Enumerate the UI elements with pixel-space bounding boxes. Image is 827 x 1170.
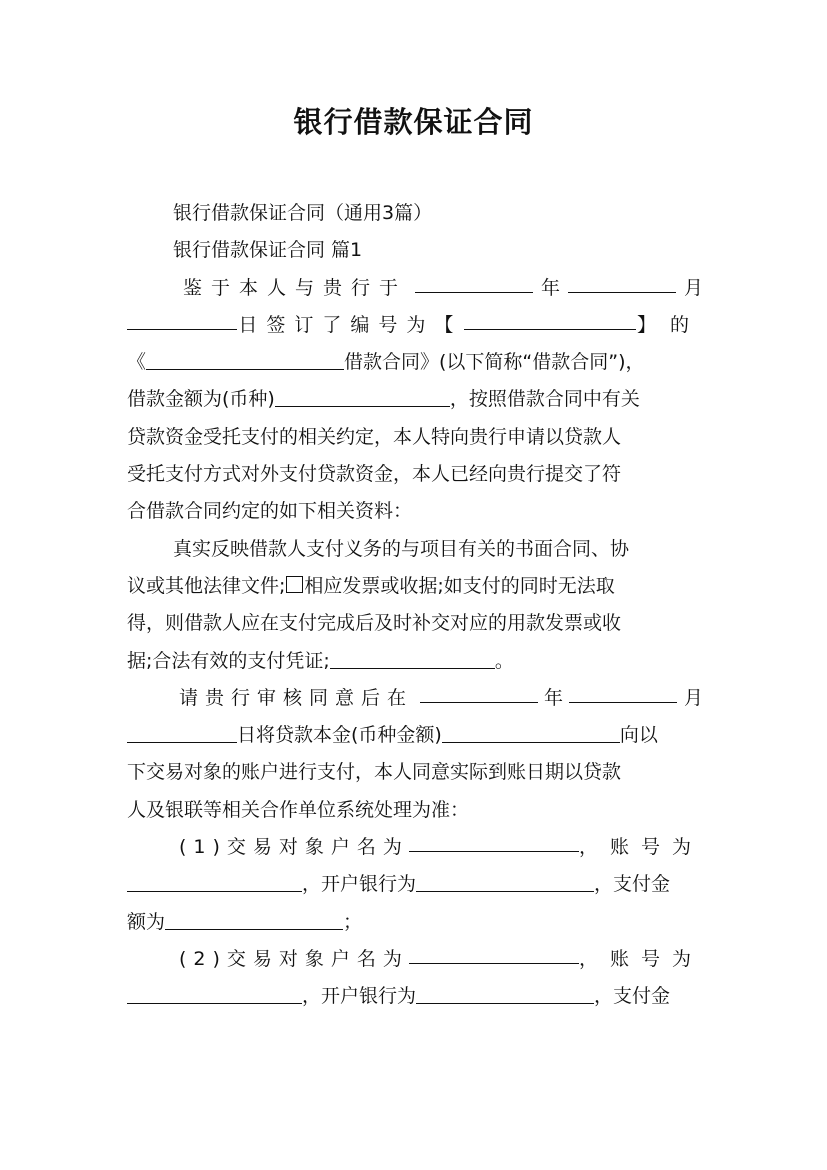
blank-month: [568, 270, 676, 293]
document-body: [127, 195, 703, 1016]
item-1-line-3: 额为 ；: [127, 904, 703, 941]
paragraph-1-line-6: 受托支付方式对外支付贷款资金，本人已经向贵行提交了符: [127, 463, 622, 486]
blank-month-2: [569, 680, 677, 703]
blank-payment-voucher: [330, 646, 495, 669]
paragraph-1-line-3: 《 借款合同》(以下简称“借款合同”)，: [127, 344, 703, 381]
paragraph-1-line-1: 鉴于本人与贵行于 年 月: [127, 270, 703, 307]
paragraph-3-line-4: 人及银联等相关合作单位系统处理为准：: [127, 798, 470, 821]
blank-year-2: [420, 680, 538, 703]
blank-day-2: [127, 720, 237, 743]
blank-bank-2: [416, 981, 594, 1004]
checkbox-icon: [286, 576, 303, 593]
paragraph-3-line-2: 日将贷款本金(币种金额) 向以: [127, 717, 703, 754]
paragraph-1-line-5: 贷款资金受托支付的相关约定，本人特向贵行申请以贷款人: [127, 425, 622, 448]
paragraph-1-line-4: 借款金额为(币种) ，按照借款合同中有关: [127, 381, 703, 418]
paragraph-1-line-7: 合借款合同约定的如下相关资料：: [127, 500, 413, 523]
item-2-line-2: ，开户银行为 ，支付金: [127, 978, 703, 1015]
blank-account-number-2: [127, 981, 302, 1004]
document-subtitle: 银行借款保证合同（通用3篇）: [173, 202, 433, 224]
blank-loan-amount: [275, 384, 450, 407]
paragraph-2-line-3: 得，则借款人应在支付完成后及时补交对应的用款发票或收: [127, 612, 622, 635]
paragraph-3-line-3: 下交易对象的账户进行支付，本人同意实际到账日期以贷款: [127, 761, 622, 784]
document-title: 银行借款保证合同: [293, 105, 534, 139]
blank-principal-amount: [442, 720, 620, 743]
blank-contract-number: [464, 307, 636, 330]
blank-day: [127, 307, 237, 330]
item-1-line-1: (1)交易对象户名为 ，账号为: [127, 829, 703, 866]
blank-year: [415, 270, 533, 293]
blank-account-name-2: [409, 941, 579, 964]
blank-account-number-1: [127, 869, 302, 892]
paragraph-3-line-1: 请贵行审核同意后在 年 月: [127, 680, 703, 717]
paragraph-1-line-2: 日签订了编号为【 】的: [127, 307, 703, 344]
blank-bank-1: [416, 869, 594, 892]
item-1-line-2: ，开户银行为 ，支付金: [127, 866, 703, 903]
blank-contract-name: [146, 347, 344, 370]
paragraph-2-line-4: 据;合法有效的支付凭证; 。: [127, 643, 703, 680]
paragraph-2-line-1: 真实反映借款人支付义务的与项目有关的书面合同、协: [173, 537, 630, 560]
paragraph-2-line-2: 议或其他法律文件; 相应发票或收据;如支付的同时无法取: [127, 574, 615, 597]
section-heading: 银行借款保证合同 篇1: [173, 239, 363, 262]
blank-amount-1: [165, 907, 343, 930]
blank-account-name-1: [409, 829, 579, 852]
item-2-line-1: (2)交易对象户名为 ，账号为: [127, 941, 703, 978]
